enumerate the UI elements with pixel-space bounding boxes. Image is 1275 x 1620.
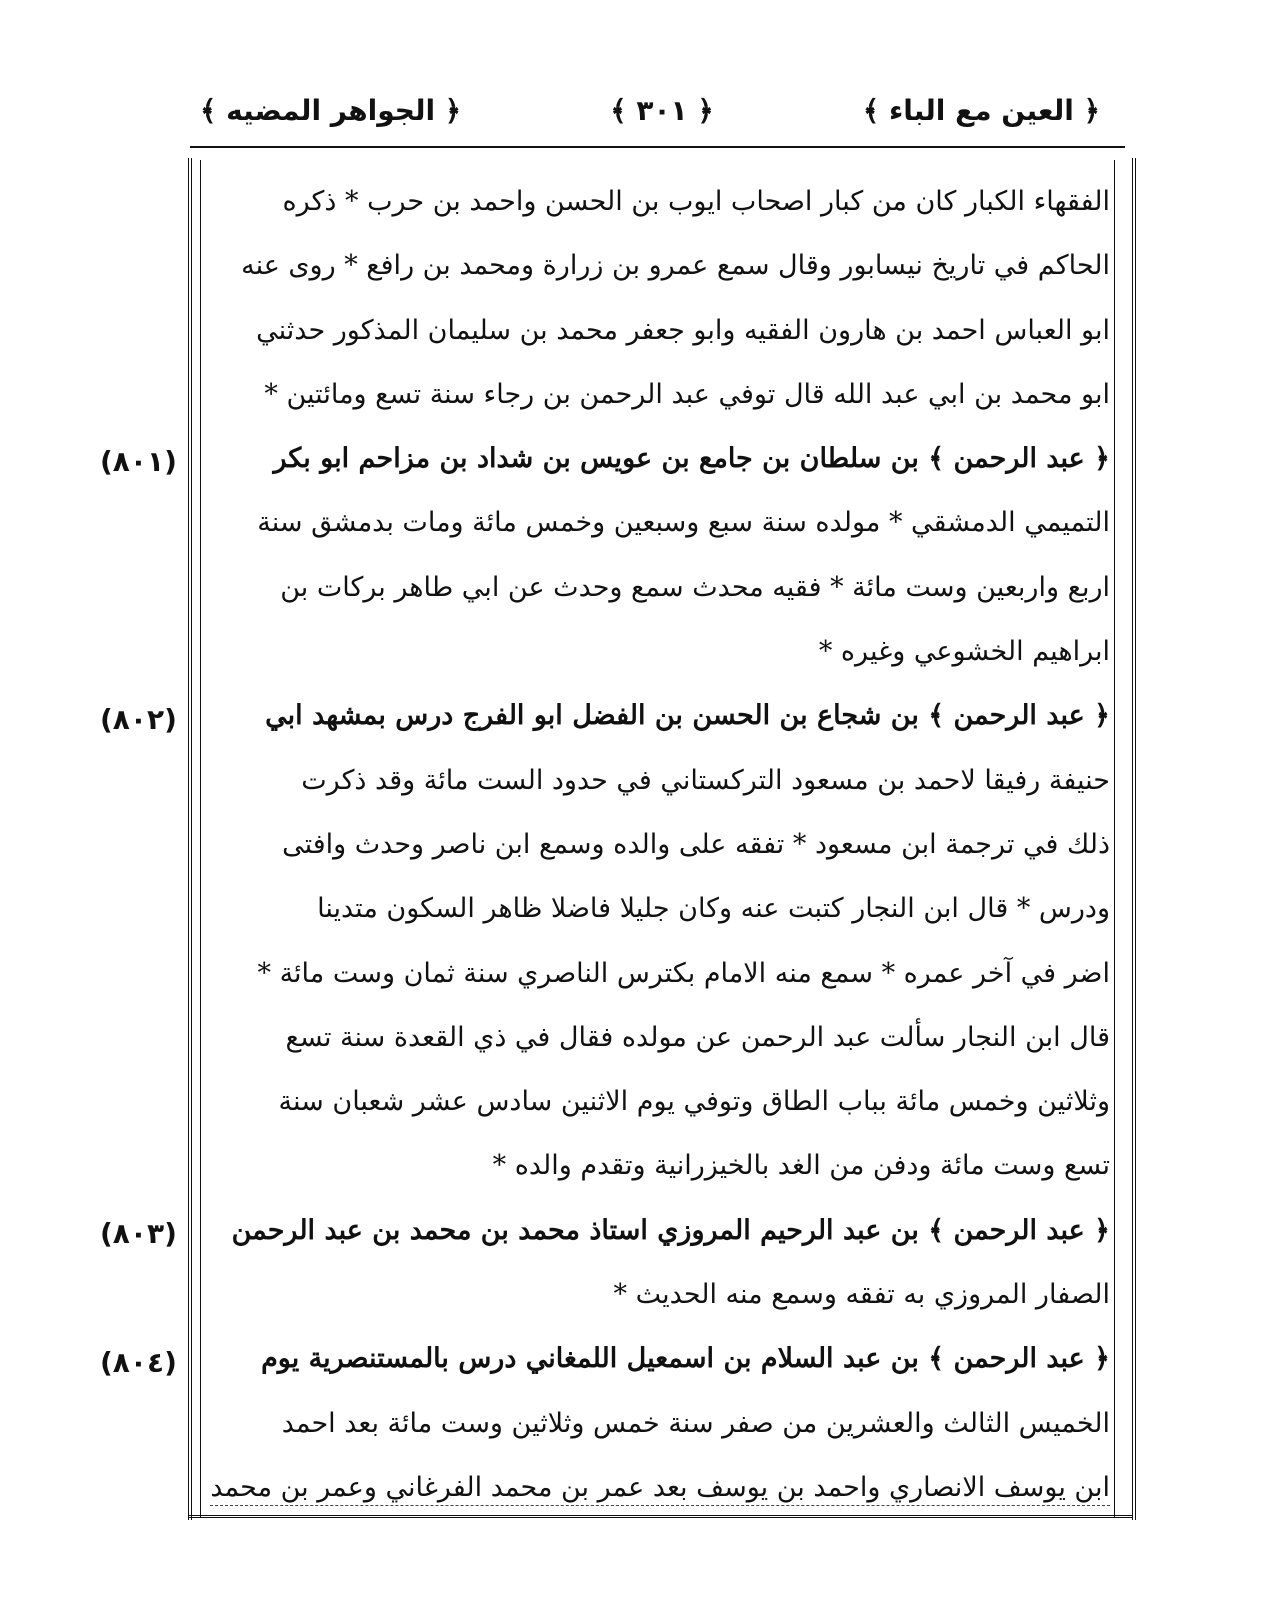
text-line: تسع وست مائة ودفن من الغد بالخيزرانية وتقدم والده * bbox=[492, 1150, 1110, 1182]
text-line: ذلك في ترجمة ابن مسعود * تفقه على والده وسمع ابن ناصر وحدث وافتى bbox=[282, 828, 1110, 860]
entry-heading-line: ﴿ عبد الرحمن ﴾ بن سلطان بن جامع بن عويس بن شداد بن مزاحم ابو بكر bbox=[273, 443, 1110, 475]
text-line: حنيفة رفيقا لاحمد بن مسعود التركستاني في حدود الست مائة وقد ذكرت bbox=[301, 764, 1110, 796]
entry-number: (٨٠٤) bbox=[100, 1346, 177, 1379]
entry-number: (٨٠٣) bbox=[100, 1217, 177, 1250]
entry-heading-line: ﴿ عبد الرحمن ﴾ بن عبد الرحيم المروزي استاذ محمد بن محمد بن عبد الرحمن bbox=[231, 1214, 1110, 1246]
text-line: وثلاثين وخمس مائة بباب الطاق وتوفي يوم الاثنين سادس عشر شعبان سنة bbox=[278, 1086, 1110, 1118]
text-line: الخميس الثالث والعشرين من صفر سنة خمس وثلاثين وست مائة بعد احمد bbox=[281, 1407, 1110, 1439]
text-line: ابو العباس احمد بن هارون الفقيه وابو جعفر محمد بن سليمان المذكور حدثني bbox=[256, 314, 1110, 346]
frame-inner-right-line bbox=[1114, 160, 1115, 1518]
entry-heading-line: ﴿ عبد الرحمن ﴾ بن شجاع بن الحسن بن الفضل ابو الفرج درس بمشهد ابي bbox=[265, 700, 1110, 732]
page-number: ﴿ ٣٠١ ﴾ bbox=[610, 93, 714, 127]
text-line: التميمي الدمشقي * مولده سنة سبع وسبعين وخمس مائة ومات بدمشق سنة bbox=[257, 507, 1110, 539]
text-line: قال ابن النجار سألت عبد الرحمن عن مولده فقال في ذي القعدة سنة تسع bbox=[285, 1021, 1110, 1053]
text-line: ودرس * قال ابن النجار كتبت عنه وكان جليلا فاضلا ظاهر السكون متدينا bbox=[317, 893, 1110, 925]
text-line: ابو محمد بن ابي عبد الله قال توفي عبد الرحمن بن رجاء سنة تسع ومائتين * bbox=[264, 378, 1110, 410]
header-book-title: ﴿ الجواهر المضيه ﴾ bbox=[200, 93, 462, 127]
text-line: اربع واربعين وست مائة * فقيه محدث سمع وحدث عن ابي طاهر بركات بن bbox=[280, 571, 1110, 603]
text-line: ابن يوسف الانصاري واحمد بن يوسف بعد عمر بن محمد الفرغاني وعمر بن محمد bbox=[210, 1471, 1110, 1503]
running-header bbox=[200, 80, 1100, 140]
header-section-title: ﴿ العين مع الباء ﴾ bbox=[862, 93, 1100, 127]
text-line: الحاكم في تاريخ نيسابور وقال سمع عمرو بن زرارة ومحمد بن رافع * روى عنه bbox=[241, 250, 1110, 282]
entry-number: (٨٠١) bbox=[100, 445, 177, 478]
text-line: ابراهيم الخشوعي وغيره * bbox=[818, 636, 1110, 668]
frame-inner-left-line bbox=[200, 160, 201, 1518]
main-text bbox=[210, 170, 1110, 1520]
header-rule bbox=[190, 146, 1125, 148]
entry-heading-line: ﴿ عبد الرحمن ﴾ بن عبد السلام بن اسمعيل اللمغاني درس بالمستنصرية يوم bbox=[261, 1343, 1110, 1375]
text-line: الفقهاء الكبار كان من كبار اصحاب ايوب بن الحسن واحمد بن حرب * ذكره bbox=[282, 186, 1110, 217]
text-line: اضر في آخر عمره * سمع منه الامام بكترس الناصري سنة ثمان وست مائة * bbox=[257, 957, 1110, 989]
text-line: الصفار المروزي به تفقه وسمع منه الحديث * bbox=[613, 1279, 1110, 1311]
entry-number: (٨٠٢) bbox=[100, 703, 177, 736]
